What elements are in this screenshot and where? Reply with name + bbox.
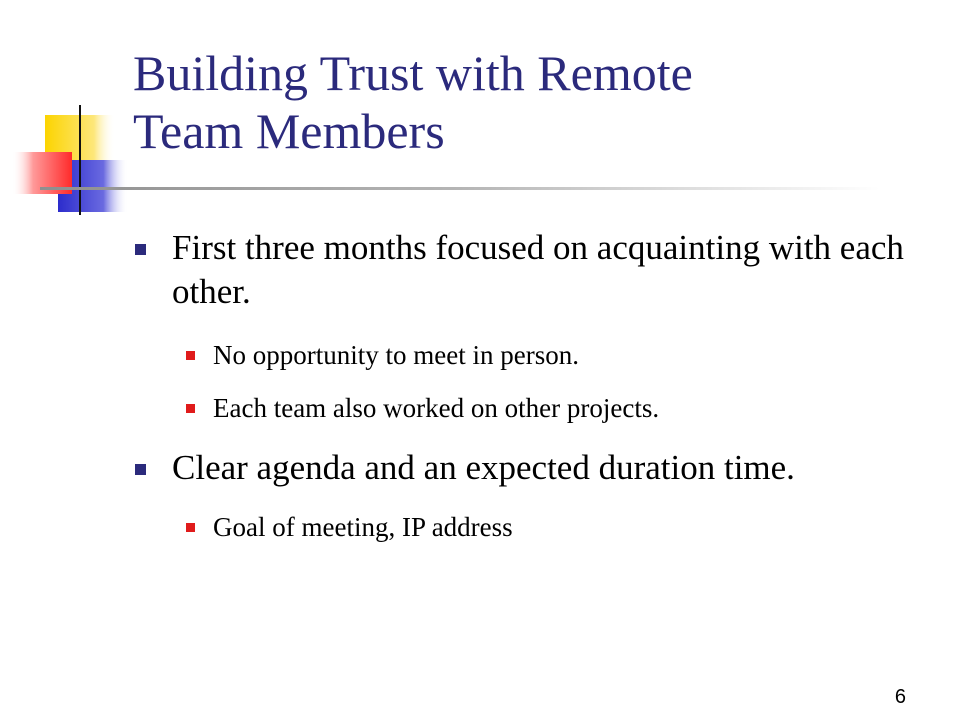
bullet-item [135,446,950,490]
sub-bullet-item [186,510,926,544]
sub-bullet-item [186,338,926,372]
sub-bullet-text: No opportunity to meet in person. [213,340,579,370]
sub-bullet-square-icon [186,351,195,360]
sub-bullet-text: Each team also worked on other projects. [213,393,660,423]
title-underline [40,187,880,190]
bullet-square-icon [135,464,146,475]
slide-number: 6 [894,686,906,708]
sub-bullet-square-icon [186,523,195,532]
bullet-text: First three months focused on acquainting with each other. [172,228,904,311]
slide-title [133,44,913,160]
slide-title-line-2: Team Members [133,103,445,159]
sub-bullet-text: Goal of meeting, IP address [213,512,513,542]
bullet-text: Clear agenda and an expected duration time. [172,448,795,487]
slide-title-line-1: Building Trust with Remote [133,45,693,101]
bullet-item [135,226,925,314]
sub-bullet-square-icon [186,404,195,413]
sub-bullet-item [186,391,926,425]
bullet-square-icon [135,244,146,255]
